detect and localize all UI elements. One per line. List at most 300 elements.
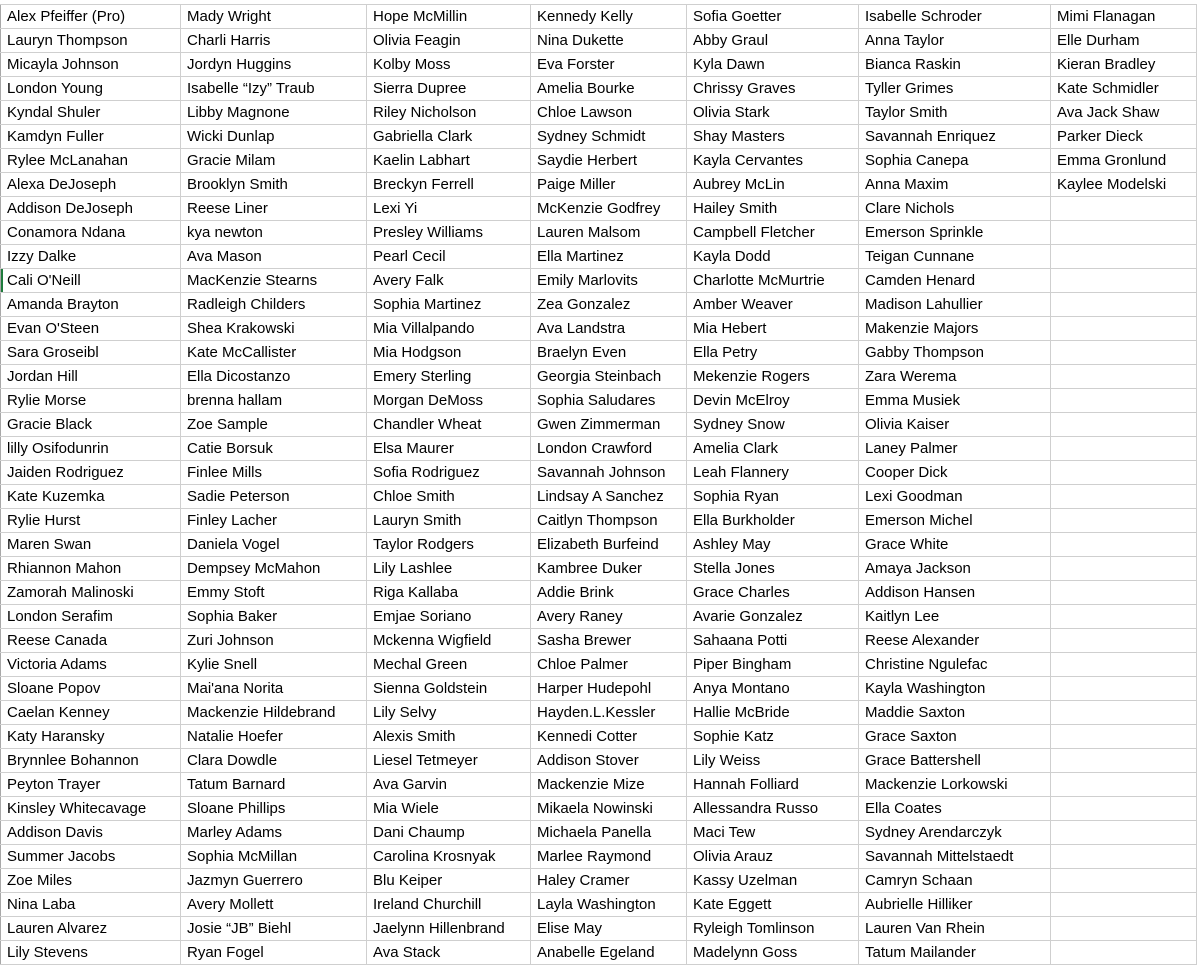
spreadsheet-cell[interactable]: Amaya Jackson bbox=[859, 557, 1051, 581]
spreadsheet-cell[interactable]: Dani Chaump bbox=[367, 821, 531, 845]
spreadsheet-cell[interactable]: Bianca Raskin bbox=[859, 53, 1051, 77]
spreadsheet-cell[interactable]: Ava Jack Shaw bbox=[1051, 101, 1197, 125]
spreadsheet-cell[interactable]: Sophia Baker bbox=[181, 605, 367, 629]
spreadsheet-cell[interactable]: Rylie Hurst bbox=[1, 509, 181, 533]
spreadsheet-cell[interactable]: Kaelin Labhart bbox=[367, 149, 531, 173]
spreadsheet-cell[interactable]: Katy Haransky bbox=[1, 725, 181, 749]
spreadsheet-cell[interactable]: Amanda Brayton bbox=[1, 293, 181, 317]
spreadsheet-cell[interactable]: lilly Osifodunrin bbox=[1, 437, 181, 461]
spreadsheet-cell[interactable]: Riga Kallaba bbox=[367, 581, 531, 605]
spreadsheet-cell[interactable]: Sara Groseibl bbox=[1, 341, 181, 365]
spreadsheet-cell[interactable]: Emjae Soriano bbox=[367, 605, 531, 629]
spreadsheet-cell[interactable]: Natalie Hoefer bbox=[181, 725, 367, 749]
spreadsheet-cell[interactable]: Avery Raney bbox=[531, 605, 687, 629]
spreadsheet-cell[interactable]: Mackenzie Hildebrand bbox=[181, 701, 367, 725]
spreadsheet-cell[interactable]: Camryn Schaan bbox=[859, 869, 1051, 893]
spreadsheet-cell[interactable]: Anna Maxim bbox=[859, 173, 1051, 197]
spreadsheet-row bbox=[1, 725, 1197, 749]
spreadsheet-cell[interactable]: Zea Gonzalez bbox=[531, 293, 687, 317]
spreadsheet-cell[interactable]: Kate Kuzemka bbox=[1, 485, 181, 509]
spreadsheet-cell[interactable]: Kate Schmidler bbox=[1051, 77, 1197, 101]
spreadsheet-cell[interactable]: Sasha Brewer bbox=[531, 629, 687, 653]
spreadsheet-cell[interactable]: Emma Musiek bbox=[859, 389, 1051, 413]
spreadsheet-cell[interactable]: Kennedi Cotter bbox=[531, 725, 687, 749]
spreadsheet-cell[interactable]: Gracie Milam bbox=[181, 149, 367, 173]
spreadsheet-cell[interactable]: Anna Taylor bbox=[859, 29, 1051, 53]
spreadsheet-cell[interactable]: brenna hallam bbox=[181, 389, 367, 413]
spreadsheet-cell[interactable]: Elle Durham bbox=[1051, 29, 1197, 53]
spreadsheet-cell[interactable]: Mady Wright bbox=[181, 5, 367, 29]
spreadsheet-cell[interactable]: Avarie Gonzalez bbox=[687, 605, 859, 629]
spreadsheet-row bbox=[1, 29, 1197, 53]
spreadsheet-cell[interactable]: Lily Weiss bbox=[687, 749, 859, 773]
spreadsheet-cell[interactable]: Emma Gronlund bbox=[1051, 149, 1197, 173]
spreadsheet-cell[interactable]: Kyla Dawn bbox=[687, 53, 859, 77]
spreadsheet-cell[interactable]: Jordan Hill bbox=[1, 365, 181, 389]
spreadsheet-cell[interactable]: Olivia Arauz bbox=[687, 845, 859, 869]
spreadsheet-cell[interactable]: Ashley May bbox=[687, 533, 859, 557]
spreadsheet-cell[interactable]: Lily Lashlee bbox=[367, 557, 531, 581]
spreadsheet-cell[interactable] bbox=[1051, 797, 1197, 821]
spreadsheet-cell[interactable]: Sydney Snow bbox=[687, 413, 859, 437]
spreadsheet-cell[interactable] bbox=[1051, 629, 1197, 653]
spreadsheet-cell[interactable]: Pearl Cecil bbox=[367, 245, 531, 269]
spreadsheet-cell[interactable] bbox=[1051, 605, 1197, 629]
spreadsheet-cell[interactable]: Lauren Malsom bbox=[531, 221, 687, 245]
spreadsheet-cell[interactable]: Wicki Dunlap bbox=[181, 125, 367, 149]
spreadsheet-cell[interactable]: Jaiden Rodriguez bbox=[1, 461, 181, 485]
spreadsheet-row bbox=[1, 77, 1197, 101]
spreadsheet-cell[interactable]: Reese Canada bbox=[1, 629, 181, 653]
spreadsheet-cell[interactable]: Cali O'Neill bbox=[1, 269, 181, 293]
spreadsheet-cell[interactable]: Braelyn Even bbox=[531, 341, 687, 365]
spreadsheet-cell[interactable]: Libby Magnone bbox=[181, 101, 367, 125]
spreadsheet-cell[interactable]: Olivia Feagin bbox=[367, 29, 531, 53]
spreadsheet-cell[interactable]: Nina Laba bbox=[1, 893, 181, 917]
spreadsheet-cell[interactable]: Chrissy Graves bbox=[687, 77, 859, 101]
spreadsheet-cell[interactable]: Zoe Sample bbox=[181, 413, 367, 437]
spreadsheet-cell[interactable]: Emery Sterling bbox=[367, 365, 531, 389]
spreadsheet-cell[interactable]: Daniela Vogel bbox=[181, 533, 367, 557]
spreadsheet-row bbox=[1, 413, 1197, 437]
spreadsheet-cell[interactable]: Mackenzie Mize bbox=[531, 773, 687, 797]
spreadsheet-cell[interactable]: Piper Bingham bbox=[687, 653, 859, 677]
spreadsheet-cell[interactable]: Emerson Sprinkle bbox=[859, 221, 1051, 245]
spreadsheet-cell[interactable]: Elise May bbox=[531, 917, 687, 941]
spreadsheet-cell[interactable] bbox=[1051, 413, 1197, 437]
spreadsheet-cell[interactable]: Lily Stevens bbox=[1, 941, 181, 965]
spreadsheet-cell[interactable]: Emily Marlovits bbox=[531, 269, 687, 293]
spreadsheet-cell[interactable] bbox=[1051, 533, 1197, 557]
spreadsheet-cell[interactable]: Charli Harris bbox=[181, 29, 367, 53]
spreadsheet-cell[interactable]: Mechal Green bbox=[367, 653, 531, 677]
spreadsheet-cell[interactable]: Peyton Trayer bbox=[1, 773, 181, 797]
spreadsheet-cell[interactable]: Chloe Smith bbox=[367, 485, 531, 509]
spreadsheet-cell[interactable]: Tyller Grimes bbox=[859, 77, 1051, 101]
spreadsheet-cell[interactable]: Georgia Steinbach bbox=[531, 365, 687, 389]
spreadsheet-cell[interactable]: Ireland Churchill bbox=[367, 893, 531, 917]
spreadsheet-cell[interactable]: Reese Alexander bbox=[859, 629, 1051, 653]
spreadsheet-cell[interactable]: Maddie Saxton bbox=[859, 701, 1051, 725]
spreadsheet-cell[interactable]: Gracie Black bbox=[1, 413, 181, 437]
spreadsheet-cell[interactable]: Gabby Thompson bbox=[859, 341, 1051, 365]
spreadsheet-cell[interactable]: Sienna Goldstein bbox=[367, 677, 531, 701]
spreadsheet-cell[interactable]: Stella Jones bbox=[687, 557, 859, 581]
spreadsheet-cell[interactable]: Hayden.L.Kessler bbox=[531, 701, 687, 725]
spreadsheet-row bbox=[1, 653, 1197, 677]
spreadsheet-cell[interactable]: Madison Lahullier bbox=[859, 293, 1051, 317]
spreadsheet-cell[interactable]: Isabelle Schroder bbox=[859, 5, 1051, 29]
spreadsheet-cell[interactable]: Lauren Van Rhein bbox=[859, 917, 1051, 941]
spreadsheet-cell[interactable]: Ava Garvin bbox=[367, 773, 531, 797]
spreadsheet-cell[interactable]: Lauryn Smith bbox=[367, 509, 531, 533]
spreadsheet-cell[interactable]: Taylor Rodgers bbox=[367, 533, 531, 557]
spreadsheet-cell[interactable]: Hope McMillin bbox=[367, 5, 531, 29]
spreadsheet-cell[interactable]: Morgan DeMoss bbox=[367, 389, 531, 413]
spreadsheet-cell[interactable]: Tatum Barnard bbox=[181, 773, 367, 797]
spreadsheet-cell[interactable]: Sophia Canepa bbox=[859, 149, 1051, 173]
spreadsheet-cell[interactable]: Victoria Adams bbox=[1, 653, 181, 677]
spreadsheet-cell[interactable] bbox=[1051, 845, 1197, 869]
spreadsheet-cell[interactable]: Christine Ngulefac bbox=[859, 653, 1051, 677]
spreadsheet-cell[interactable]: Kinsley Whitecavage bbox=[1, 797, 181, 821]
spreadsheet-cell[interactable]: Caelan Kenney bbox=[1, 701, 181, 725]
spreadsheet-cell[interactable]: Mai'ana Norita bbox=[181, 677, 367, 701]
spreadsheet-cell[interactable]: Ella Dicostanzo bbox=[181, 365, 367, 389]
spreadsheet-cell[interactable]: London Young bbox=[1, 77, 181, 101]
spreadsheet-cell[interactable]: MacKenzie Stearns bbox=[181, 269, 367, 293]
spreadsheet-cell[interactable]: Madelynn Goss bbox=[687, 941, 859, 965]
spreadsheet-cell[interactable]: Clare Nichols bbox=[859, 197, 1051, 221]
spreadsheet-cell[interactable]: Cooper Dick bbox=[859, 461, 1051, 485]
spreadsheet-cell[interactable] bbox=[1051, 581, 1197, 605]
spreadsheet-row bbox=[1, 605, 1197, 629]
spreadsheet-cell[interactable]: Ella Coates bbox=[859, 797, 1051, 821]
spreadsheet-cell[interactable]: Taylor Smith bbox=[859, 101, 1051, 125]
spreadsheet-cell[interactable]: Elsa Maurer bbox=[367, 437, 531, 461]
spreadsheet-cell[interactable]: Mikaela Nowinski bbox=[531, 797, 687, 821]
spreadsheet-cell[interactable] bbox=[1051, 941, 1197, 965]
spreadsheet-cell[interactable] bbox=[1051, 293, 1197, 317]
spreadsheet-cell[interactable]: Grace Charles bbox=[687, 581, 859, 605]
spreadsheet-cell[interactable]: Maci Tew bbox=[687, 821, 859, 845]
spreadsheet-cell[interactable] bbox=[1051, 893, 1197, 917]
spreadsheet-cell[interactable]: Grace Battershell bbox=[859, 749, 1051, 773]
spreadsheet-cell[interactable] bbox=[1051, 725, 1197, 749]
spreadsheet-cell[interactable]: Michaela Panella bbox=[531, 821, 687, 845]
spreadsheet-cell[interactable]: Savannah Enriquez bbox=[859, 125, 1051, 149]
spreadsheet-cell[interactable]: Charlotte McMurtrie bbox=[687, 269, 859, 293]
spreadsheet-cell[interactable] bbox=[1051, 773, 1197, 797]
spreadsheet-cell[interactable]: Zamorah Malinoski bbox=[1, 581, 181, 605]
spreadsheet-row bbox=[1, 197, 1197, 221]
spreadsheet-cell[interactable]: Kayla Washington bbox=[859, 677, 1051, 701]
spreadsheet-cell[interactable]: Radleigh Childers bbox=[181, 293, 367, 317]
spreadsheet-cell[interactable] bbox=[1051, 437, 1197, 461]
spreadsheet-cell[interactable]: McKenzie Godfrey bbox=[531, 197, 687, 221]
spreadsheet-cell[interactable]: Zara Werema bbox=[859, 365, 1051, 389]
spreadsheet-cell[interactable]: Lily Selvy bbox=[367, 701, 531, 725]
spreadsheet-cell[interactable] bbox=[1051, 365, 1197, 389]
spreadsheet-cell[interactable]: Devin McElroy bbox=[687, 389, 859, 413]
spreadsheet-row bbox=[1, 173, 1197, 197]
spreadsheet-row bbox=[1, 509, 1197, 533]
spreadsheet-cell[interactable]: Lexi Yi bbox=[367, 197, 531, 221]
spreadsheet-cell[interactable]: Mia Hodgson bbox=[367, 341, 531, 365]
spreadsheet-cell[interactable]: London Serafim bbox=[1, 605, 181, 629]
spreadsheet-cell[interactable] bbox=[1051, 197, 1197, 221]
spreadsheet-cell[interactable] bbox=[1051, 701, 1197, 725]
spreadsheet-cell[interactable]: Jaelynn Hillenbrand bbox=[367, 917, 531, 941]
spreadsheet-cell[interactable] bbox=[1051, 221, 1197, 245]
spreadsheet-cell[interactable]: Sydney Arendarczyk bbox=[859, 821, 1051, 845]
spreadsheet-row bbox=[1, 581, 1197, 605]
spreadsheet-row bbox=[1, 149, 1197, 173]
spreadsheet-cell[interactable]: Sydney Schmidt bbox=[531, 125, 687, 149]
spreadsheet-cell[interactable]: Kayla Dodd bbox=[687, 245, 859, 269]
spreadsheet-cell[interactable] bbox=[1051, 317, 1197, 341]
spreadsheet-cell[interactable]: Tatum Mailander bbox=[859, 941, 1051, 965]
spreadsheet-cell[interactable]: Kolby Moss bbox=[367, 53, 531, 77]
spreadsheet-row bbox=[1, 749, 1197, 773]
spreadsheet-cell[interactable]: Evan O'Steen bbox=[1, 317, 181, 341]
spreadsheet-cell[interactable] bbox=[1051, 245, 1197, 269]
spreadsheet-cell[interactable]: Harper Hudepohl bbox=[531, 677, 687, 701]
spreadsheet-cell[interactable]: Hallie McBride bbox=[687, 701, 859, 725]
spreadsheet-cell[interactable]: Amelia Clark bbox=[687, 437, 859, 461]
spreadsheet-cell[interactable]: Aubrey McLin bbox=[687, 173, 859, 197]
spreadsheet-cell[interactable]: Elizabeth Burfeind bbox=[531, 533, 687, 557]
spreadsheet-cell[interactable] bbox=[1051, 869, 1197, 893]
spreadsheet-cell[interactable]: Saydie Herbert bbox=[531, 149, 687, 173]
spreadsheet-cell[interactable]: Josie “JB” Biehl bbox=[181, 917, 367, 941]
spreadsheet-cell[interactable]: Rhiannon Mahon bbox=[1, 557, 181, 581]
spreadsheet-cell[interactable]: Ava Stack bbox=[367, 941, 531, 965]
spreadsheet-cell[interactable]: Brynnlee Bohannon bbox=[1, 749, 181, 773]
spreadsheet-cell[interactable]: Riley Nicholson bbox=[367, 101, 531, 125]
spreadsheet-cell[interactable]: Hannah Folliard bbox=[687, 773, 859, 797]
spreadsheet-cell[interactable] bbox=[1051, 749, 1197, 773]
spreadsheet-cell[interactable] bbox=[1051, 389, 1197, 413]
spreadsheet-cell[interactable]: Clara Dowdle bbox=[181, 749, 367, 773]
spreadsheet-cell[interactable]: Layla Washington bbox=[531, 893, 687, 917]
spreadsheet-cell[interactable]: Marlee Raymond bbox=[531, 845, 687, 869]
spreadsheet-cell[interactable] bbox=[1051, 917, 1197, 941]
spreadsheet-cell[interactable]: Summer Jacobs bbox=[1, 845, 181, 869]
spreadsheet-cell[interactable]: Mekenzie Rogers bbox=[687, 365, 859, 389]
spreadsheet-cell[interactable]: Olivia Stark bbox=[687, 101, 859, 125]
spreadsheet-cell[interactable]: Campbell Fletcher bbox=[687, 221, 859, 245]
spreadsheet-cell[interactable]: Nina Dukette bbox=[531, 29, 687, 53]
spreadsheet-cell[interactable] bbox=[1051, 341, 1197, 365]
spreadsheet-cell[interactable]: Marley Adams bbox=[181, 821, 367, 845]
spreadsheet-cell[interactable] bbox=[1051, 677, 1197, 701]
spreadsheet-cell[interactable]: Sophia Ryan bbox=[687, 485, 859, 509]
spreadsheet-cell[interactable]: Kaitlyn Lee bbox=[859, 605, 1051, 629]
spreadsheet-row bbox=[1, 485, 1197, 509]
spreadsheet-cell[interactable]: Amelia Bourke bbox=[531, 77, 687, 101]
spreadsheet-cell[interactable]: Caitlyn Thompson bbox=[531, 509, 687, 533]
spreadsheet-cell[interactable]: Anya Montano bbox=[687, 677, 859, 701]
spreadsheet-cell[interactable]: Alexis Smith bbox=[367, 725, 531, 749]
spreadsheet-cell[interactable]: Mackenzie Lorkowski bbox=[859, 773, 1051, 797]
spreadsheet-cell[interactable]: Olivia Kaiser bbox=[859, 413, 1051, 437]
spreadsheet-row bbox=[1, 533, 1197, 557]
spreadsheet-cell[interactable]: Conamora Ndana bbox=[1, 221, 181, 245]
spreadsheet-cell[interactable]: Gabriella Clark bbox=[367, 125, 531, 149]
spreadsheet-cell[interactable]: Avery Mollett bbox=[181, 893, 367, 917]
spreadsheet-cell[interactable]: Alex Pfeiffer (Pro) bbox=[1, 5, 181, 29]
spreadsheet-cell[interactable] bbox=[1051, 821, 1197, 845]
spreadsheet-cell[interactable]: Kate Eggett bbox=[687, 893, 859, 917]
spreadsheet-cell[interactable]: Addison Stover bbox=[531, 749, 687, 773]
spreadsheet-cell[interactable]: Ryan Fogel bbox=[181, 941, 367, 965]
spreadsheet-row bbox=[1, 821, 1197, 845]
spreadsheet-cell[interactable]: Kaylee Modelski bbox=[1051, 173, 1197, 197]
spreadsheet-cell[interactable]: Hailey Smith bbox=[687, 197, 859, 221]
spreadsheet-cell[interactable] bbox=[1051, 653, 1197, 677]
spreadsheet-cell[interactable]: Kylie Snell bbox=[181, 653, 367, 677]
spreadsheet-cell[interactable]: Chloe Palmer bbox=[531, 653, 687, 677]
spreadsheet-cell[interactable]: Aubrielle Hilliker bbox=[859, 893, 1051, 917]
spreadsheet-cell[interactable]: Leah Flannery bbox=[687, 461, 859, 485]
spreadsheet-row bbox=[1, 773, 1197, 797]
spreadsheet-cell[interactable]: Allessandra Russo bbox=[687, 797, 859, 821]
spreadsheet-cell[interactable]: Izzy Dalke bbox=[1, 245, 181, 269]
spreadsheet-cell[interactable]: Teigan Cunnane bbox=[859, 245, 1051, 269]
spreadsheet-cell[interactable]: Presley Williams bbox=[367, 221, 531, 245]
spreadsheet-cell[interactable]: Addison DeJoseph bbox=[1, 197, 181, 221]
spreadsheet-cell[interactable]: Jordyn Huggins bbox=[181, 53, 367, 77]
spreadsheet-cell[interactable]: Anabelle Egeland bbox=[531, 941, 687, 965]
spreadsheet-cell[interactable]: Gwen Zimmerman bbox=[531, 413, 687, 437]
spreadsheet-cell[interactable]: Sophia McMillan bbox=[181, 845, 367, 869]
spreadsheet-cell[interactable]: Sloane Phillips bbox=[181, 797, 367, 821]
spreadsheet-cell[interactable]: Dempsey McMahon bbox=[181, 557, 367, 581]
spreadsheet-cell[interactable]: Lauren Alvarez bbox=[1, 917, 181, 941]
spreadsheet-cell[interactable]: Breckyn Ferrell bbox=[367, 173, 531, 197]
spreadsheet-cell[interactable]: Paige Miller bbox=[531, 173, 687, 197]
spreadsheet-cell[interactable]: Kieran Bradley bbox=[1051, 53, 1197, 77]
spreadsheet-cell[interactable]: Sofia Rodriguez bbox=[367, 461, 531, 485]
spreadsheet-cell[interactable]: Makenzie Majors bbox=[859, 317, 1051, 341]
spreadsheet-cell[interactable]: Rylee McLanahan bbox=[1, 149, 181, 173]
spreadsheet-cell[interactable]: Savannah Johnson bbox=[531, 461, 687, 485]
spreadsheet-cell[interactable]: Catie Borsuk bbox=[181, 437, 367, 461]
spreadsheet-cell[interactable]: Kyndal Shuler bbox=[1, 101, 181, 125]
spreadsheet-cell[interactable] bbox=[1051, 485, 1197, 509]
spreadsheet-cell[interactable]: Alexa DeJoseph bbox=[1, 173, 181, 197]
spreadsheet-cell[interactable]: Ella Petry bbox=[687, 341, 859, 365]
spreadsheet-cell[interactable]: Lauryn Thompson bbox=[1, 29, 181, 53]
spreadsheet-row bbox=[1, 53, 1197, 77]
spreadsheet-cell[interactable]: Ava Landstra bbox=[531, 317, 687, 341]
spreadsheet-cell[interactable]: Zoe Miles bbox=[1, 869, 181, 893]
spreadsheet-cell[interactable]: Finley Lacher bbox=[181, 509, 367, 533]
spreadsheet-cell[interactable]: Finlee Mills bbox=[181, 461, 367, 485]
spreadsheet-cell[interactable]: Addie Brink bbox=[531, 581, 687, 605]
spreadsheet-cell[interactable] bbox=[1051, 461, 1197, 485]
spreadsheet-cell[interactable]: Reese Liner bbox=[181, 197, 367, 221]
spreadsheet-cell[interactable]: Jazmyn Guerrero bbox=[181, 869, 367, 893]
spreadsheet-cell[interactable]: Grace White bbox=[859, 533, 1051, 557]
spreadsheet-cell[interactable]: Sofia Goetter bbox=[687, 5, 859, 29]
spreadsheet-cell[interactable]: Mia Villalpando bbox=[367, 317, 531, 341]
spreadsheet-cell[interactable]: Emmy Stoft bbox=[181, 581, 367, 605]
spreadsheet-cell[interactable]: Brooklyn Smith bbox=[181, 173, 367, 197]
spreadsheet-cell[interactable]: Liesel Tetmeyer bbox=[367, 749, 531, 773]
spreadsheet-cell[interactable]: Micayla Johnson bbox=[1, 53, 181, 77]
spreadsheet-cell[interactable]: Addison Hansen bbox=[859, 581, 1051, 605]
spreadsheet-cell[interactable]: Grace Saxton bbox=[859, 725, 1051, 749]
spreadsheet-cell[interactable]: Kamdyn Fuller bbox=[1, 125, 181, 149]
spreadsheet-cell[interactable]: Chloe Lawson bbox=[531, 101, 687, 125]
spreadsheet-cell[interactable] bbox=[1051, 269, 1197, 293]
spreadsheet-cell[interactable]: London Crawford bbox=[531, 437, 687, 461]
spreadsheet-cell[interactable]: Sierra Dupree bbox=[367, 77, 531, 101]
spreadsheet-cell[interactable]: Kambree Duker bbox=[531, 557, 687, 581]
spreadsheet-row bbox=[1, 101, 1197, 125]
spreadsheet-cell[interactable]: Haley Cramer bbox=[531, 869, 687, 893]
spreadsheet-cell[interactable]: Eva Forster bbox=[531, 53, 687, 77]
spreadsheet-cell[interactable]: Lindsay A Sanchez bbox=[531, 485, 687, 509]
spreadsheet-cell[interactable]: Addison Davis bbox=[1, 821, 181, 845]
spreadsheet-cell[interactable]: Rylie Morse bbox=[1, 389, 181, 413]
spreadsheet-cell[interactable]: Blu Keiper bbox=[367, 869, 531, 893]
spreadsheet-cell[interactable]: Parker Dieck bbox=[1051, 125, 1197, 149]
spreadsheet-cell[interactable]: Sadie Peterson bbox=[181, 485, 367, 509]
spreadsheet-cell[interactable]: Sahaana Potti bbox=[687, 629, 859, 653]
spreadsheet-cell[interactable]: Laney Palmer bbox=[859, 437, 1051, 461]
spreadsheet-cell[interactable]: Mimi Flanagan bbox=[1051, 5, 1197, 29]
spreadsheet-cell[interactable]: Emerson Michel bbox=[859, 509, 1051, 533]
spreadsheet-row bbox=[1, 341, 1197, 365]
spreadsheet-cell[interactable]: Mia Hebert bbox=[687, 317, 859, 341]
spreadsheet-cell[interactable]: Avery Falk bbox=[367, 269, 531, 293]
spreadsheet-cell[interactable]: Amber Weaver bbox=[687, 293, 859, 317]
spreadsheet-cell[interactable]: Kayla Cervantes bbox=[687, 149, 859, 173]
spreadsheet-cell[interactable]: Sophie Katz bbox=[687, 725, 859, 749]
spreadsheet-cell[interactable]: Ella Burkholder bbox=[687, 509, 859, 533]
spreadsheet-cell[interactable]: Chandler Wheat bbox=[367, 413, 531, 437]
spreadsheet-cell[interactable]: Sophia Saludares bbox=[531, 389, 687, 413]
spreadsheet-row bbox=[1, 5, 1197, 29]
spreadsheet-cell[interactable]: Isabelle “Izy” Traub bbox=[181, 77, 367, 101]
spreadsheet-cell[interactable]: Sophia Martinez bbox=[367, 293, 531, 317]
spreadsheet-cell[interactable]: Maren Swan bbox=[1, 533, 181, 557]
spreadsheet-cell[interactable]: Camden Henard bbox=[859, 269, 1051, 293]
spreadsheet-cell[interactable]: Ava Mason bbox=[181, 245, 367, 269]
spreadsheet-cell[interactable]: Kennedy Kelly bbox=[531, 5, 687, 29]
spreadsheet-cell[interactable]: kya newton bbox=[181, 221, 367, 245]
spreadsheet-cell[interactable]: Carolina Krosnyak bbox=[367, 845, 531, 869]
spreadsheet-cell[interactable]: Mia Wiele bbox=[367, 797, 531, 821]
spreadsheet-cell[interactable]: Kate McCallister bbox=[181, 341, 367, 365]
spreadsheet-cell[interactable]: Kassy Uzelman bbox=[687, 869, 859, 893]
spreadsheet-cell[interactable]: Shea Krakowski bbox=[181, 317, 367, 341]
spreadsheet-cell[interactable] bbox=[1051, 509, 1197, 533]
spreadsheet-cell[interactable]: Sloane Popov bbox=[1, 677, 181, 701]
spreadsheet-cell[interactable]: Shay Masters bbox=[687, 125, 859, 149]
spreadsheet-cell[interactable]: Mckenna Wigfield bbox=[367, 629, 531, 653]
spreadsheet-cell[interactable]: Abby Graul bbox=[687, 29, 859, 53]
spreadsheet-cell[interactable]: Ella Martinez bbox=[531, 245, 687, 269]
spreadsheet-cell[interactable]: Lexi Goodman bbox=[859, 485, 1051, 509]
spreadsheet-cell[interactable]: Ryleigh Tomlinson bbox=[687, 917, 859, 941]
spreadsheet-cell[interactable]: Zuri Johnson bbox=[181, 629, 367, 653]
spreadsheet-cell[interactable]: Savannah Mittelstaedt bbox=[859, 845, 1051, 869]
spreadsheet-cell[interactable] bbox=[1051, 557, 1197, 581]
